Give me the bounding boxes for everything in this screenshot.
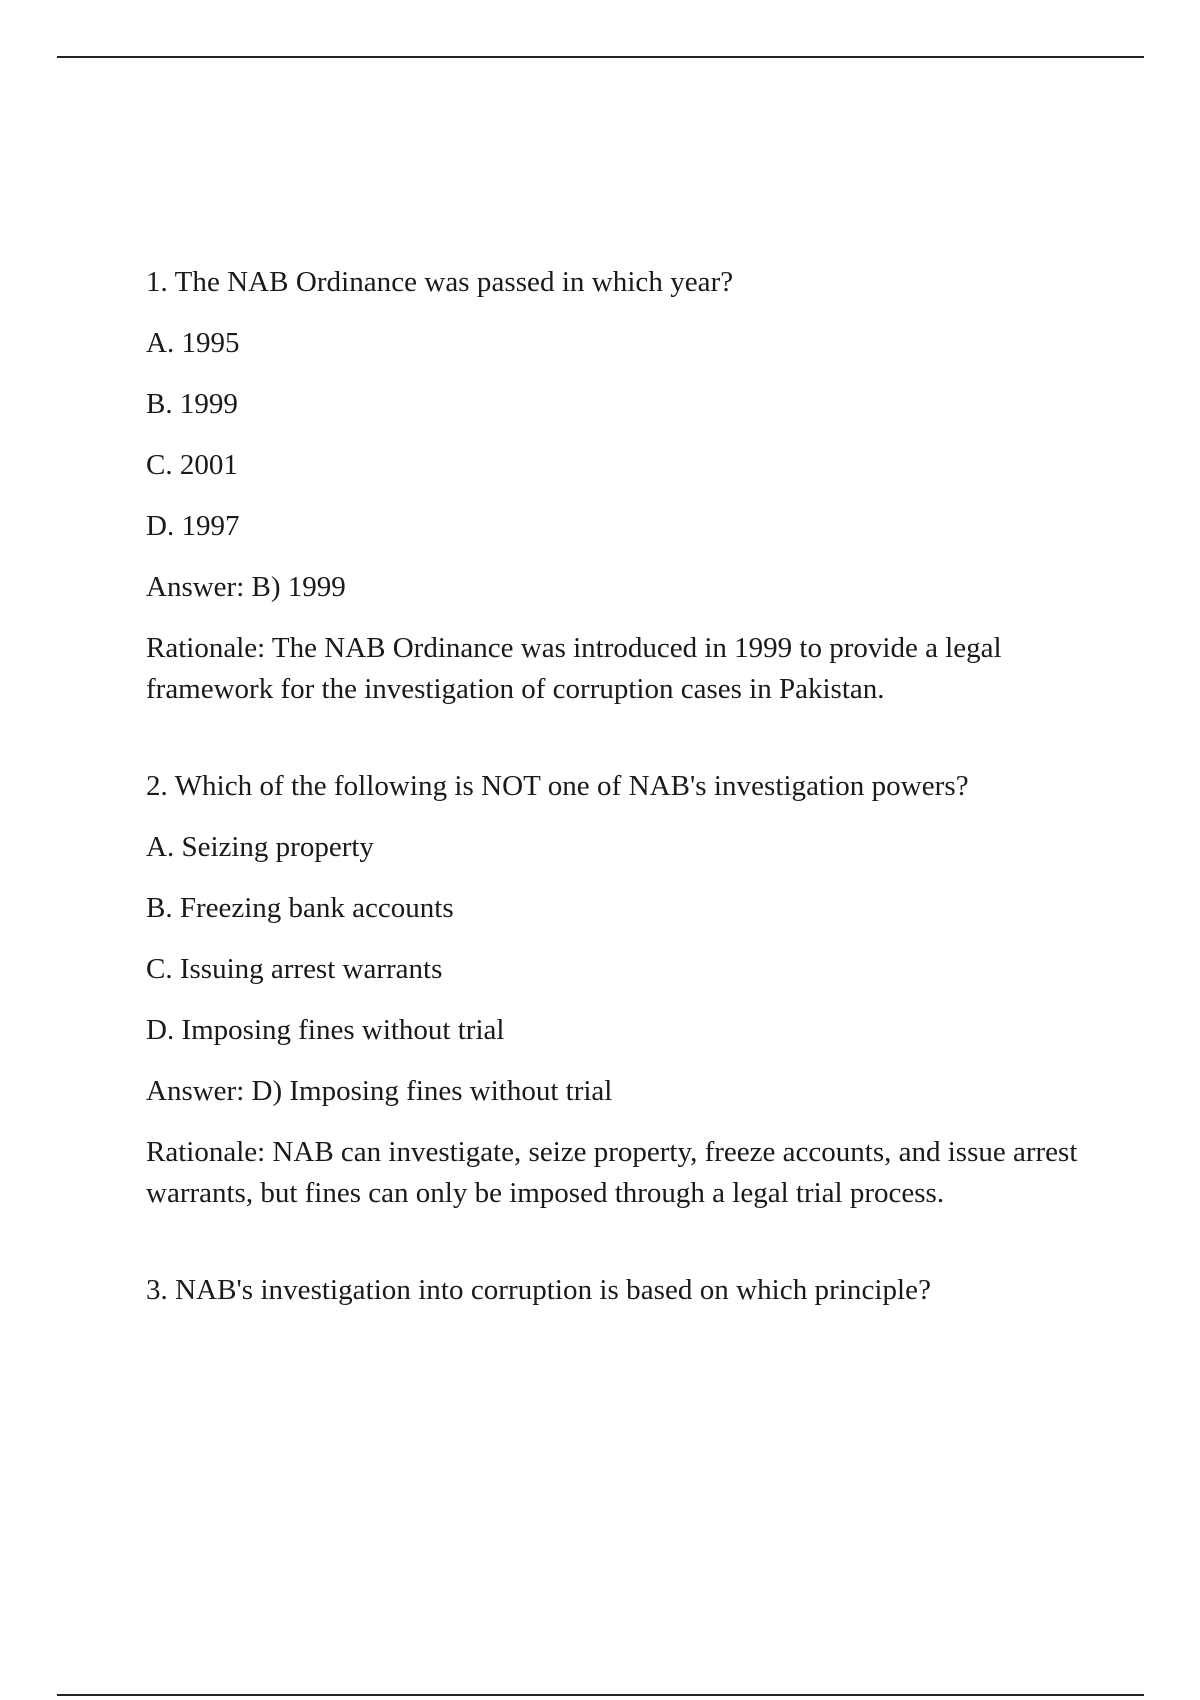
document-body bbox=[146, 262, 1086, 1366]
rationale-text: Rationale: The NAB Ordinance was introduced in 1999 to provide a legal framework for the investigation of corruption cases in Pakistan. bbox=[146, 632, 1002, 705]
rationale-text: Rationale: NAB can investigate, seize property, freeze accounts, and issue arrest warrants, but fines can only be imposed through a legal trial process. bbox=[146, 1136, 1078, 1209]
top-divider bbox=[57, 56, 1144, 58]
answer-text: Answer: B) 1999 bbox=[146, 571, 346, 603]
option-d: D. 1997 bbox=[146, 510, 240, 542]
question-block-3 bbox=[146, 1270, 1086, 1310]
option-c: C. Issuing arrest warrants bbox=[146, 953, 443, 985]
option-c: C. 2001 bbox=[146, 449, 238, 481]
option-d: D. Imposing fines without trial bbox=[146, 1014, 505, 1046]
option-a: A. Seizing property bbox=[146, 831, 374, 863]
bottom-divider bbox=[57, 1694, 1144, 1696]
question-text: 3. NAB's investigation into corruption is based on which principle? bbox=[146, 1274, 932, 1306]
option-b: B. 1999 bbox=[146, 388, 238, 420]
question-text: 1. The NAB Ordinance was passed in which year? bbox=[146, 266, 734, 298]
question-block-1 bbox=[146, 262, 1086, 710]
answer-text: Answer: D) Imposing fines without trial bbox=[146, 1075, 613, 1107]
question-block-2 bbox=[146, 766, 1086, 1214]
question-text: 2. Which of the following is NOT one of NAB's investigation powers? bbox=[146, 770, 969, 802]
option-a: A. 1995 bbox=[146, 327, 240, 359]
option-b: B. Freezing bank accounts bbox=[146, 892, 454, 924]
